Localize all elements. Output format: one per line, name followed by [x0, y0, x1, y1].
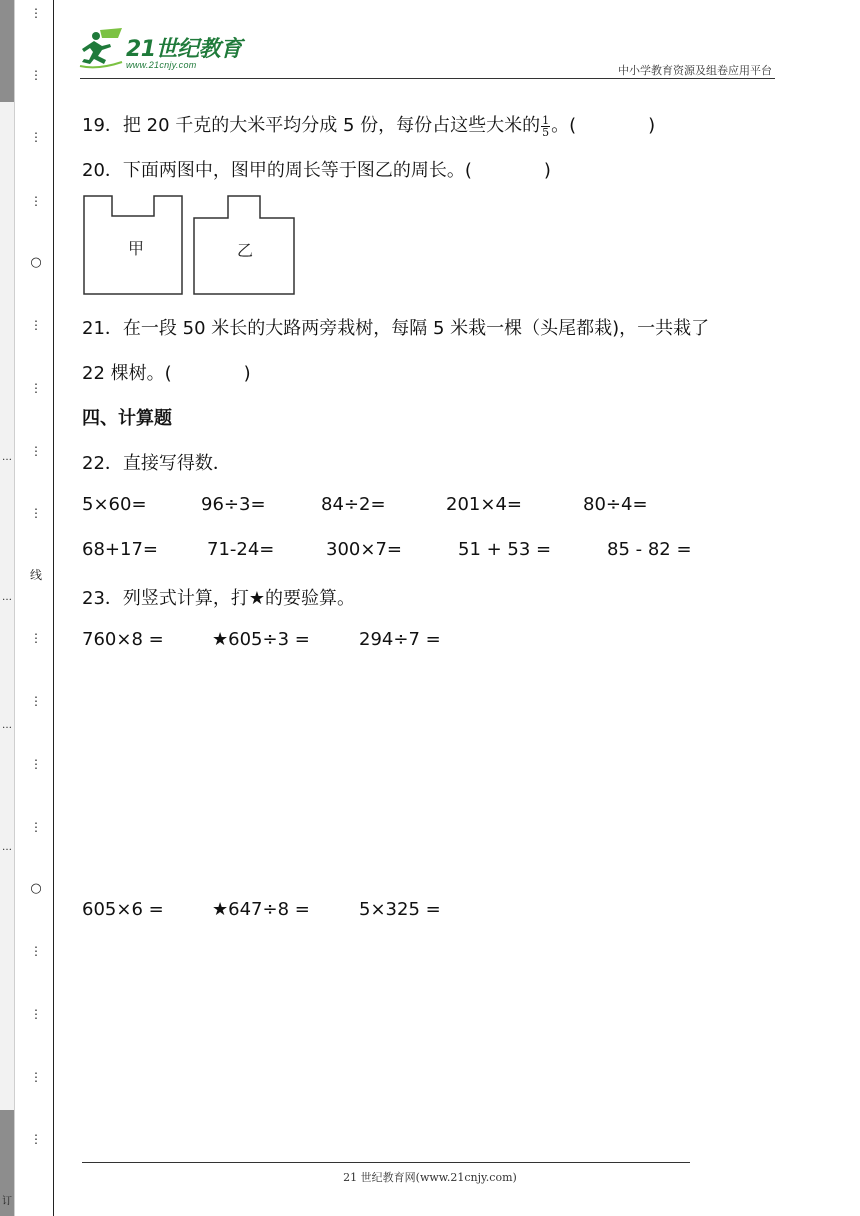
vertical-calc-item: 760×8 = [82, 629, 164, 650]
binding-strip [0, 0, 15, 1216]
calc-item: 71-24= [207, 539, 275, 560]
strip-dots: … [2, 592, 12, 603]
vertical-calc-item: 294÷7 = [359, 629, 441, 650]
seam-dots: ⋮ [30, 194, 42, 208]
seam-circle: ○ [30, 255, 42, 270]
seam-dots: ⋮ [30, 1132, 42, 1146]
vertical-calc-item: 5×325 = [359, 899, 441, 920]
seam-dots: ⋮ [30, 506, 42, 520]
question-19-text: 19．把 20 千克的大米平均分成 5 份，每份占这些大米的 [82, 115, 541, 136]
question-21-line2: 22 棵树。( ) [82, 363, 251, 384]
question-19 [82, 111, 655, 138]
calc-item: 51 + 53 = [458, 539, 552, 560]
seam-dots: ⋮ [30, 820, 42, 834]
seam-dots: ⋮ [30, 130, 42, 144]
calc-item: 84÷2= [321, 494, 386, 515]
seam-dots: ⋮ [30, 944, 42, 958]
vertical-calc-item: 605×6 = [82, 899, 164, 920]
seam-dots: ⋮ [30, 381, 42, 395]
calc-item: 80÷4= [583, 494, 648, 515]
question-22-title: 22．直接写得数． [82, 453, 231, 474]
seam-dots: ⋮ [30, 631, 42, 645]
logo-url-text: www.21cnjy.com [126, 60, 197, 70]
seam-dots: ⋮ [30, 318, 42, 332]
question-19-tail: 。( ) [551, 115, 656, 136]
seam-dots: ⋮ [30, 757, 42, 771]
footer-rule [82, 1162, 690, 1163]
seam-circle: ○ [30, 881, 42, 896]
seam-dots: ⋮ [30, 1070, 42, 1084]
strip-dots: … [2, 842, 12, 853]
figure-jia [84, 196, 182, 294]
strip-dark-top [0, 0, 14, 102]
fraction-numerator: 1 [542, 113, 550, 127]
figure-yi [194, 196, 294, 294]
footer-text: 21 世纪教育网(www.21cnjy.com) [343, 1171, 517, 1184]
calc-item: 201×4= [446, 494, 522, 515]
seam-dots: ⋮ [30, 6, 42, 20]
header-rule [80, 78, 775, 79]
fraction-denominator: 5 [542, 125, 550, 139]
question-23-title: 23．列竖式计算，打★的要验算。 [82, 588, 356, 609]
calc-item: 85 - 82 = [607, 539, 692, 560]
logo-brand-text: 21世纪教育 [126, 37, 242, 62]
seam-dots: ⋮ [30, 68, 42, 82]
calc-item: 5×60= [82, 494, 147, 515]
seam-char-xian: 线 [29, 568, 42, 582]
binding-line [53, 0, 54, 1216]
question-21-line1: 21．在一段 50 米长的大路两旁栽树，每隔 5 米栽一棵（头尾都栽)，一共栽了 [82, 318, 710, 339]
section-title-calculation: 四、计算题 [82, 408, 172, 429]
figure-jia-label: 甲 [128, 239, 145, 258]
figure-yi-label: 乙 [237, 241, 254, 260]
runner-logo-icon [78, 26, 126, 70]
vertical-calc-item: ★647÷8 = [212, 899, 310, 920]
calc-item: 96÷3= [201, 494, 266, 515]
vertical-calc-item: ★605÷3 = [212, 629, 310, 650]
site-logo [78, 26, 248, 74]
calc-item: 68+17= [82, 539, 158, 560]
platform-tagline: 中小学教育资源及组卷应用平台 [618, 64, 772, 77]
calc-item: 300×7= [326, 539, 402, 560]
seam-dots: ⋮ [30, 1007, 42, 1021]
perimeter-figures [82, 194, 298, 298]
strip-dots: … [2, 720, 12, 731]
fraction-one-fifth [541, 115, 550, 138]
strip-char-ding: 订 [2, 1196, 12, 1207]
question-20: 20．下面两图中，图甲的周长等于图乙的周长。( ) [82, 160, 551, 181]
seam-dots: ⋮ [30, 694, 42, 708]
strip-dots: … [2, 452, 12, 463]
seam-dots: ⋮ [30, 444, 42, 458]
